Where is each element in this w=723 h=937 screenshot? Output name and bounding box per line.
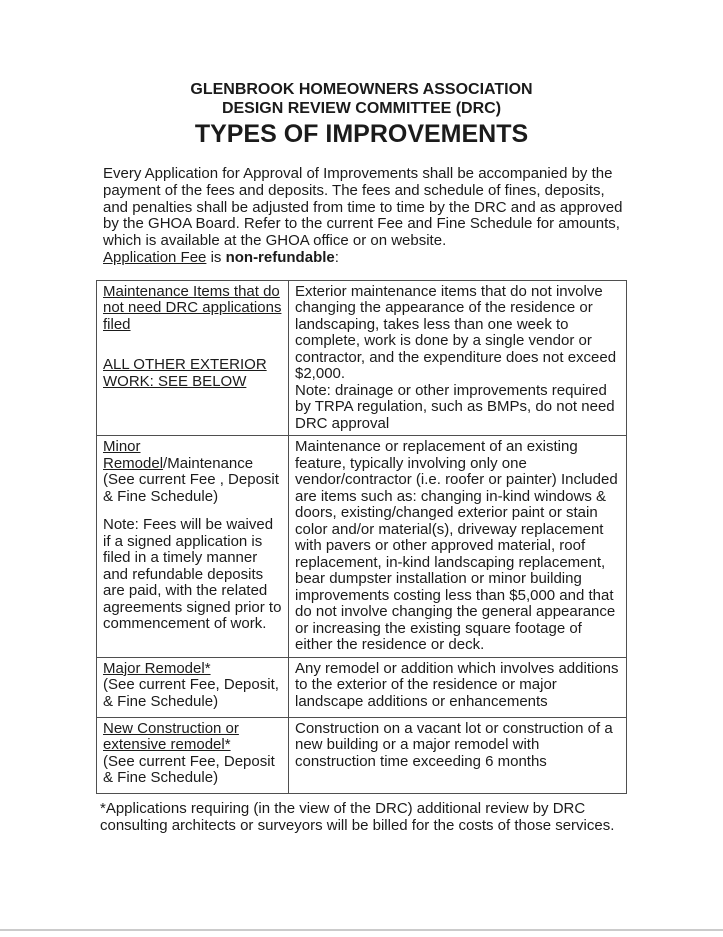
text-segment: non-refundable <box>225 248 335 266</box>
table-row <box>97 436 627 658</box>
text-block: ALL OTHER EXTERIOR WORK: SEE BELOW <box>103 356 267 390</box>
category-cell <box>97 657 289 717</box>
page-boundary-divider <box>0 929 723 931</box>
document-header <box>0 0 723 149</box>
footnote: *Applications requiring (in the view of the DRC) additional review by DRC consulting architects or surveyors will be billed for the costs of those services. <box>100 799 615 834</box>
org-name: GLENBROOK HOMEOWNERS ASSOCIATION <box>190 81 533 98</box>
spacer <box>103 333 284 345</box>
text-block: Exterior maintenance items that do not involve changing the appearance of the residence or landscaping, takes less than one week to complete, work is done by a single vendor or contractor, and the expenditure does not exceed $2,000. <box>295 282 617 383</box>
text-block: (See current Fee , Deposit & Fine Schedule) <box>103 471 279 505</box>
intro-paragraph: Every Application for Approval of Improvements shall be accompanied by the payment of the fees and deposits. The fees and schedule of fines, deposits, and penalties shall be adjusted from time to time by the DRC and as approved by the GHOA Board. Refer to the current Fee and Fine Schedule for amounts, which is available at the GHOA office or on website. <box>103 165 623 250</box>
text-block <box>103 439 284 472</box>
document-title: TYPES OF IMPROVEMENTS <box>194 120 529 148</box>
application-fee-line <box>103 250 627 267</box>
category-cell <box>97 436 289 658</box>
committee-name: DESIGN REVIEW COMMITTEE (DRC) <box>221 100 502 117</box>
text-segment: Application Fee <box>103 248 207 266</box>
improvements-table-body <box>97 280 627 793</box>
text-block: (See current Fee, Deposit & Fine Schedule) <box>103 752 275 787</box>
text-segment: : <box>334 248 339 266</box>
description-cell <box>289 717 627 793</box>
text-block: New Construction or extensive remodel* <box>103 719 239 754</box>
text-block: Construction on a vacant lot or construction of a new building or a major remodel with construction time exceeding 6 months <box>295 719 613 770</box>
text-block: Note: Fees will be waived if a signed application is filed in a timely manner and refundable deposits are paid, with the related agreements signed prior to commencement of work. <box>103 516 282 633</box>
text-block: Major Remodel* <box>103 659 211 677</box>
text-segment: is <box>206 248 226 266</box>
category-cell <box>97 717 289 793</box>
intro-section <box>103 166 627 267</box>
table-row <box>97 280 627 436</box>
table-row <box>97 717 627 793</box>
text-block: Maintenance or replacement of an existing feature, typically involving only one vendor/contractor (i.e. roofer or painter) Included are items such as: changing in-kind windows & doors, existing/changed exterior paint or stain color and/or material(s), driveway replacement with pavers or other approved material, roof replacement, in-kind landscaping replacement, bear dumpster installation or minor building improvements costing less than $5,000 and that do not involve changing the general appearance or increasing the existing square footage of either the residence or deck. <box>295 438 618 654</box>
text-block: Maintenance Items that do not need DRC applications filed <box>103 282 282 333</box>
category-cell <box>97 280 289 436</box>
text-block: (See current Fee, Deposit, & Fine Schedule) <box>103 676 279 710</box>
description-cell <box>289 280 627 436</box>
table-row <box>97 657 627 717</box>
improvements-table <box>96 280 627 794</box>
description-cell <box>289 436 627 658</box>
description-cell <box>289 657 627 717</box>
text-block: Any remodel or addition which involves additions to the exterior of the residence or major landscape additions or enhancements <box>295 659 619 710</box>
text-segment: /Maintenance <box>163 454 254 472</box>
text-segment: Minor Remodel <box>103 438 164 472</box>
text-block: Note: drainage or other improvements required by TRPA regulation, such as BMPs, do not need DRC approval <box>295 381 615 432</box>
